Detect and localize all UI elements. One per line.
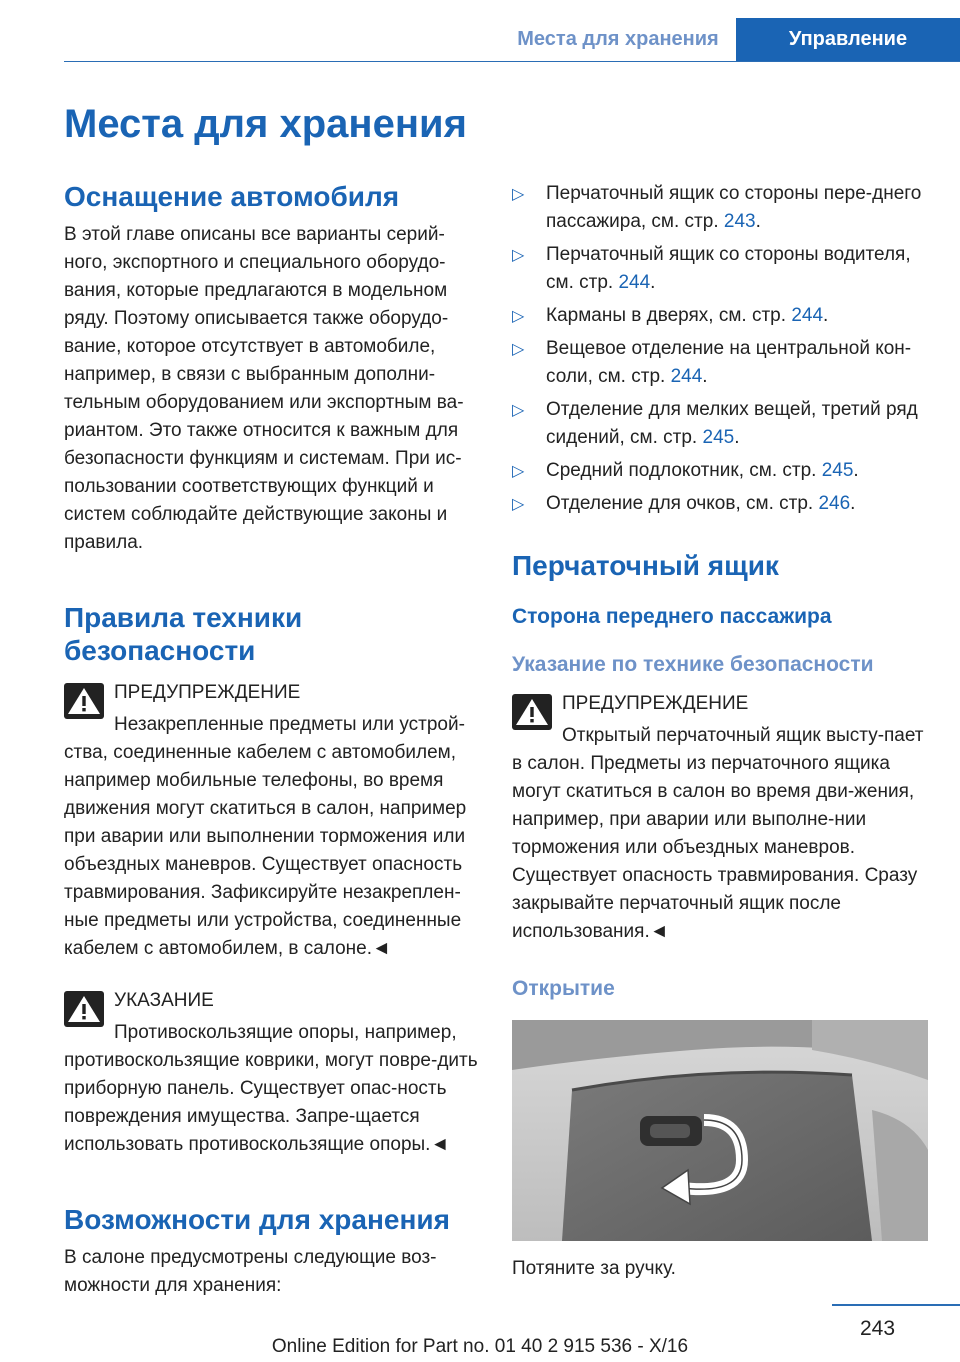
warning-block <box>64 679 480 963</box>
right-column <box>512 180 928 1283</box>
footer-rule <box>832 1304 960 1306</box>
triangle-bullet-icon: ▷ <box>512 463 525 480</box>
list-item: ▷ Перчаточный ящик со стороны водителя, см. стр. 244. <box>512 244 911 293</box>
storage-heading: Возможности для хранения <box>64 1204 450 1235</box>
warning-triangle-icon <box>512 694 552 730</box>
notice-label: УКАЗАНИЕ <box>114 990 214 1011</box>
page-link[interactable]: 245 <box>821 460 854 481</box>
list-item: ▷ Отделение для мелких вещей, третий ряд сидений, см. стр. 245. <box>512 399 918 448</box>
list-item: ▷ Отделение для очков, см. стр. 246. <box>512 490 928 518</box>
triangle-bullet-icon: ▷ <box>512 247 525 264</box>
equipment-text: В этой главе описаны все варианты серий-ного, экспортного и специального оборудо-вания, которые предлагаются в модельном ряду. Поэтому описывается также оборудо-вание, которое отсутствует в автомобиле, например, в связи с выбранным дополни-тельным оборудованием или экспортным ва-риантом. Это также относится к важным для безопасности функциям и системам. При ис-пользовании соответствующих функций и систем соблюдайте действующие законы и правила. <box>64 224 464 553</box>
notice-text: Противоскользящие опоры, например, противоскользящие коврики, могут повре-дить приборную панель. Существует опас-ность повреждения имущества. Запре-щается использовать противоскользящие опоры.◄ <box>64 1022 478 1155</box>
left-column <box>64 180 480 1300</box>
safety-heading: Правила техники безопасности <box>64 602 303 666</box>
notice-triangle-icon <box>64 991 104 1027</box>
glovebox-warning-block <box>512 690 928 946</box>
page-link[interactable]: 244 <box>670 366 703 387</box>
glovebox-warning-text: Открытый перчаточный ящик высту-пает в салон. Предметы из перчаточного ящика могут скатиться в салон во время дви-жения, например, при аварии или выполне-нии торможения или объездных маневров. Существует опасность травмирования. Сразу закрывайте перчаточный ящик после использования.◄ <box>512 725 924 942</box>
warning-text: Незакрепленные предметы или устрой-ства, соединенные кабелем с автомобилем, например мобильные телефоны, во время движения могут скатиться в салон, например при аварии или выполнении торможения или объездных маневров. Существует опасность травмирования. Зафиксируйте незакреплен-ные предметы или устройства, соединенные кабелем с автомобилем, в салоне.◄ <box>64 714 467 959</box>
header-section-title: Места для хранения <box>517 28 719 50</box>
page-link[interactable]: 244 <box>618 272 651 293</box>
page-number: 243 <box>860 1317 896 1340</box>
glovebox-warning-label: ПРЕДУПРЕЖДЕНИЕ <box>562 693 749 714</box>
photo-caption: Потяните за ручку. <box>512 1258 676 1279</box>
storage-list <box>512 180 928 518</box>
header-chapter-tab: Управление <box>736 18 960 61</box>
page-link[interactable]: 244 <box>791 305 824 326</box>
list-item: ▷ Вещевое отделение на центральной кон-соли, см. стр. 244. <box>512 338 912 387</box>
warning-label: ПРЕДУПРЕЖДЕНИЕ <box>114 682 301 703</box>
glovebox-safety-heading: Указание по технике безопасности <box>512 653 874 676</box>
triangle-bullet-icon: ▷ <box>512 341 525 358</box>
header-rule <box>64 61 960 62</box>
equipment-heading: Оснащение автомобиля <box>64 181 400 212</box>
triangle-bullet-icon: ▷ <box>512 308 525 325</box>
list-item: ▷ Перчаточный ящик со стороны пере-днего пассажира, см. стр. 243. <box>512 183 922 232</box>
page-title: Места для хранения <box>64 102 467 146</box>
warning-triangle-icon <box>64 683 104 719</box>
triangle-bullet-icon: ▷ <box>512 496 525 513</box>
page-link[interactable]: 246 <box>818 493 851 514</box>
opening-heading: Открытие <box>512 977 615 1000</box>
glovebox-heading: Перчаточный ящик <box>512 550 779 581</box>
page-link[interactable]: 245 <box>702 427 735 448</box>
triangle-bullet-icon: ▷ <box>512 402 525 419</box>
storage-intro: В салоне предусмотрены следующие воз-можности для хранения: <box>64 1247 437 1296</box>
glovebox-photo <box>512 1020 928 1241</box>
footer-edition: Online Edition for Part no. 01 40 2 915 536 - X/16 <box>271 1336 689 1357</box>
page-link[interactable]: 243 <box>723 211 756 232</box>
notice-block <box>64 987 480 1159</box>
triangle-bullet-icon: ▷ <box>512 186 525 203</box>
glovebox-subheading: Сторона переднего пассажира <box>512 605 832 628</box>
list-item: ▷ Карманы в дверях, см. стр. 244. <box>512 302 928 330</box>
list-item: ▷ Средний подлокотник, см. стр. 245. <box>512 457 928 485</box>
